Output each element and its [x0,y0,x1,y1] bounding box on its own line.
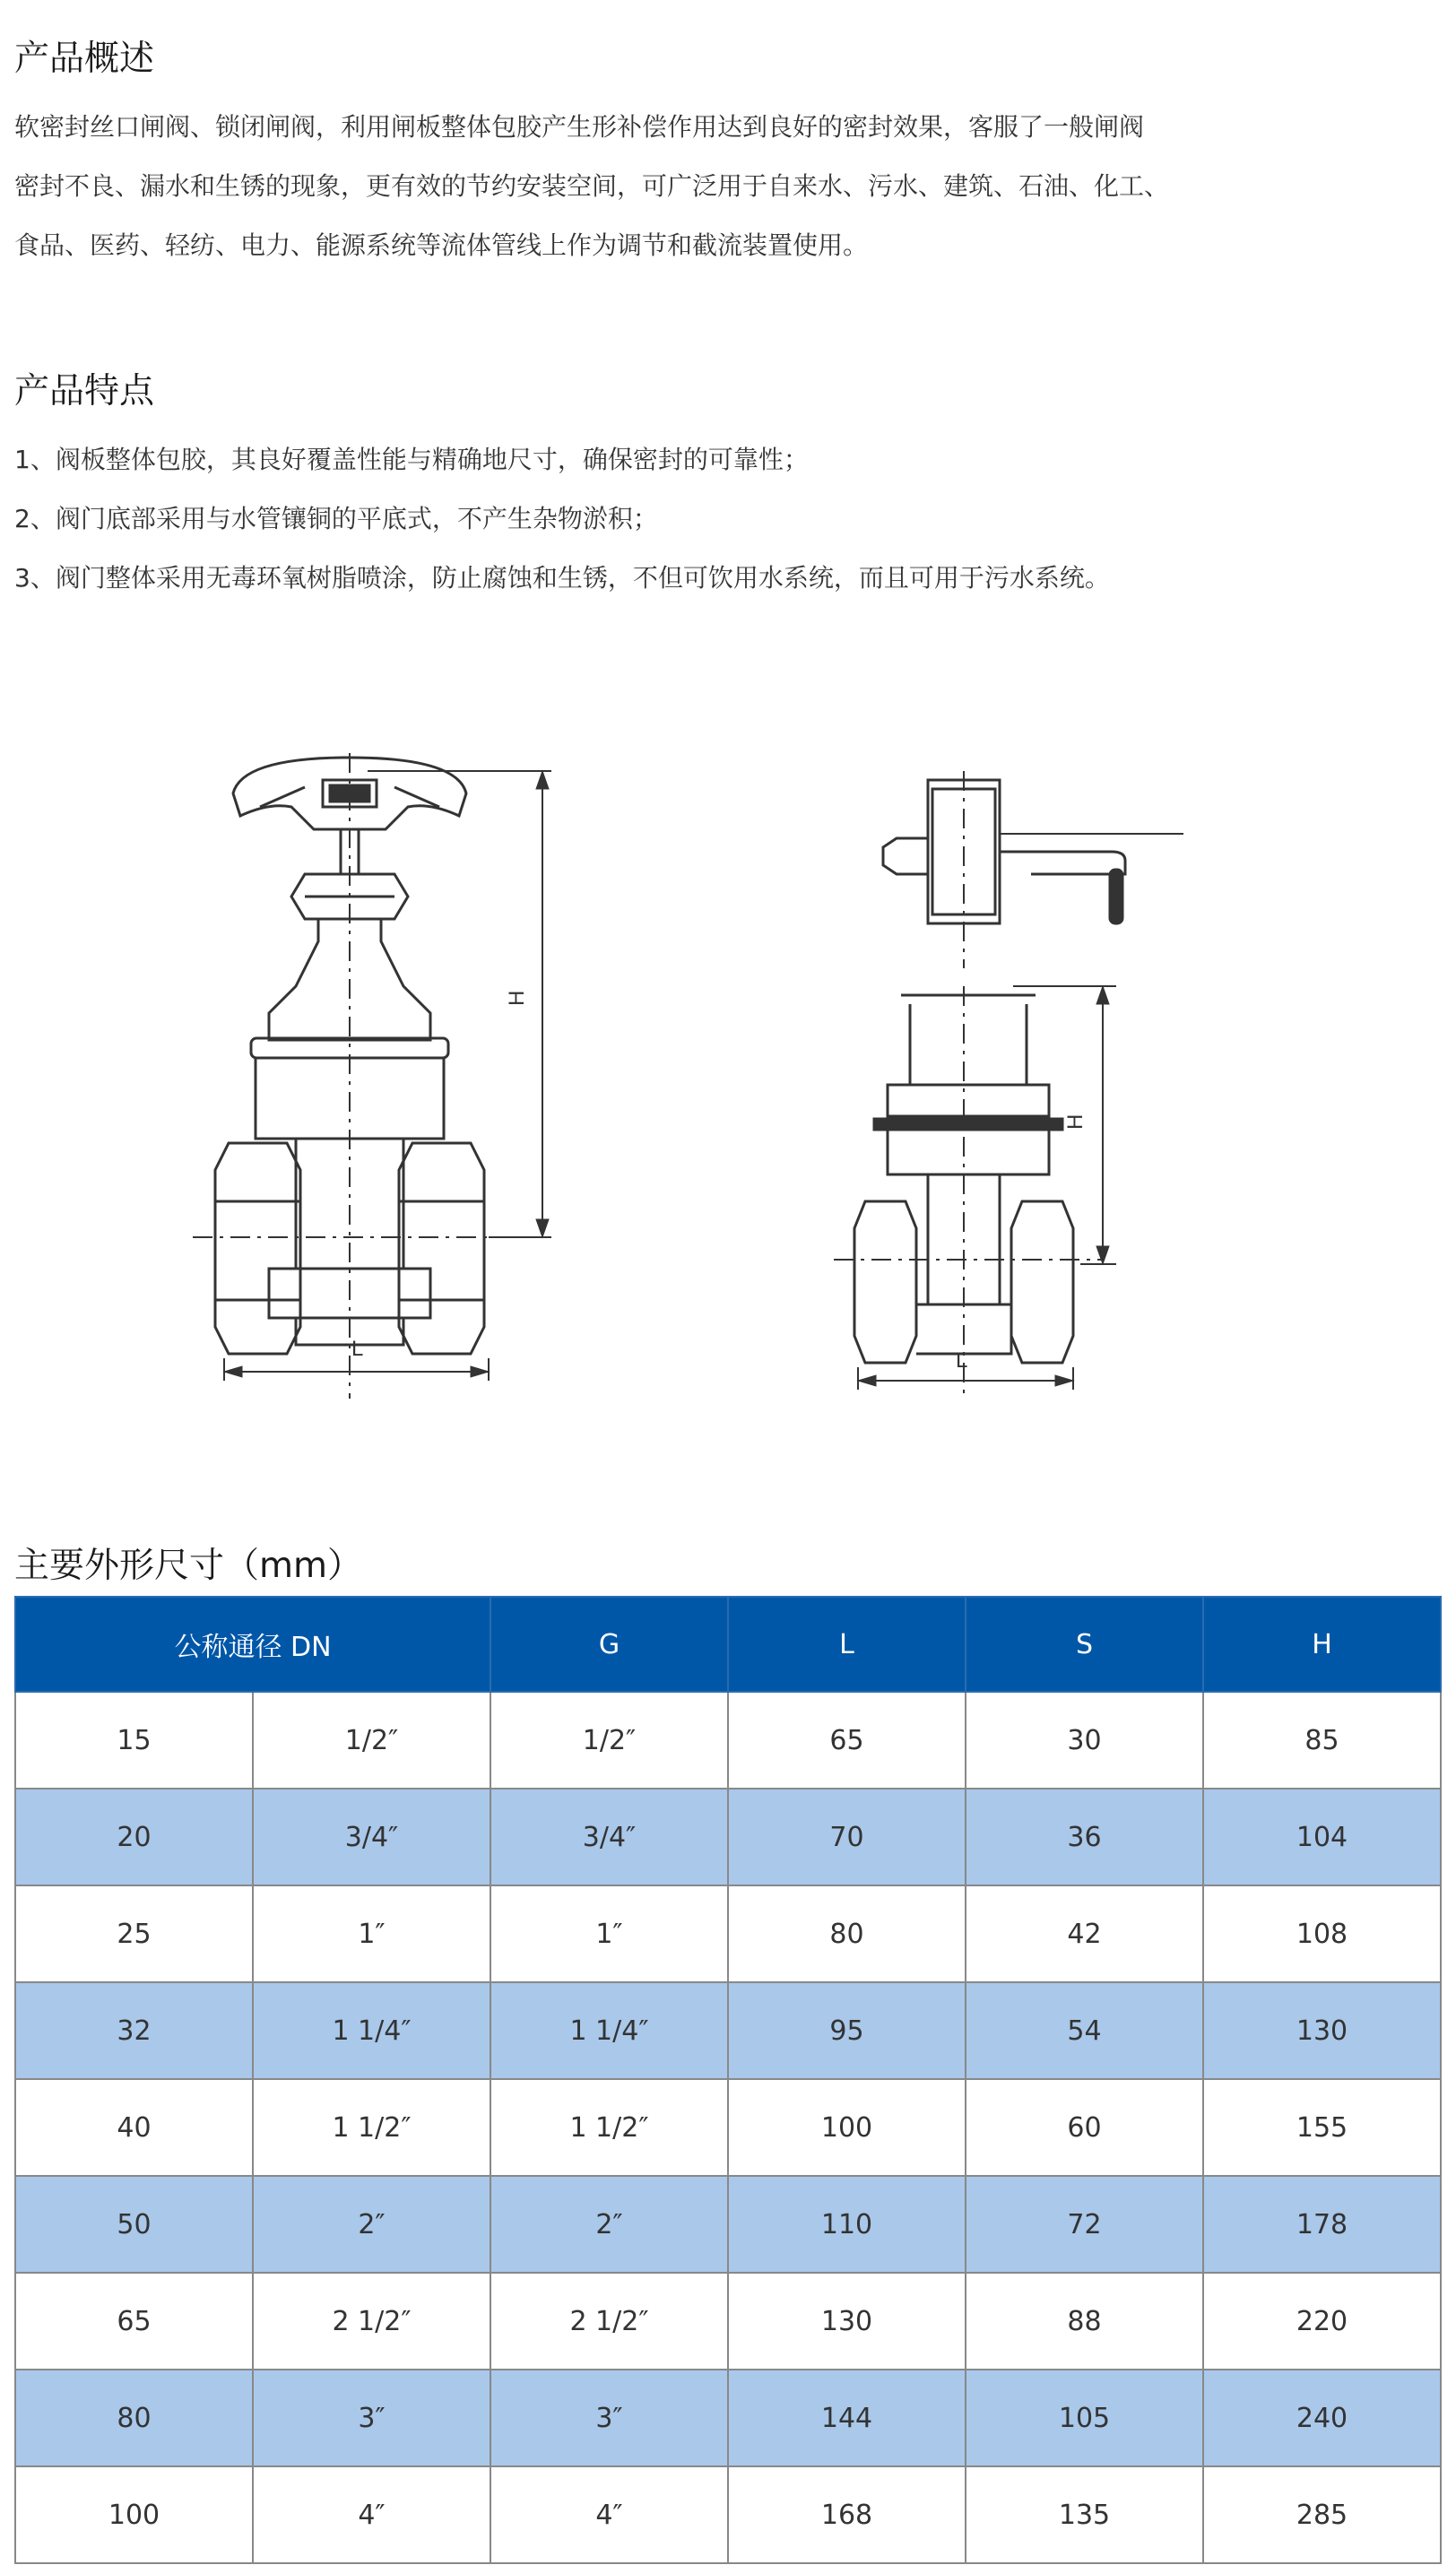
cell-inch: 1 1/2″ [253,2079,490,2176]
header-dn: 公称通径 DN [15,1597,490,1692]
cell-l: 130 [728,2273,966,2370]
cell-h: 155 [1203,2079,1441,2176]
cell-g: 1 1/2″ [490,2079,728,2176]
cell-h: 85 [1203,1692,1441,1789]
valve-technical-drawing [0,717,1456,1399]
cell-g: 4″ [490,2466,728,2563]
cell-h: 240 [1203,2370,1441,2466]
table-row [15,2370,1441,2466]
overview-title: 产品概述 [14,39,155,79]
cell-l: 65 [728,1692,966,1789]
dimensions-title: 主要外形尺寸（mm） [14,1546,362,1586]
table-row [15,2079,1441,2176]
table-row [15,1885,1441,1982]
table-row [15,1789,1441,1885]
cell-g: 1 1/4″ [490,1982,728,2079]
cell-inch: 3/4″ [253,1789,490,1885]
cell-s: 135 [966,2466,1203,2563]
header-h: H [1203,1597,1441,1692]
cell-l: 168 [728,2466,966,2563]
table-row [15,2466,1441,2563]
right-l-dimension-label: L [956,1348,968,1373]
cell-dn: 15 [15,1692,253,1789]
cell-dn: 32 [15,1982,253,2079]
cell-inch: 1 1/4″ [253,1982,490,2079]
cell-g: 3/4″ [490,1789,728,1885]
cell-g: 1/2″ [490,1692,728,1789]
cell-s: 105 [966,2370,1203,2466]
feature-item-2: 2、阀门底部采用与水管镶铜的平底式，不产生杂物淤积； [14,504,658,533]
cell-dn: 100 [15,2466,253,2563]
cell-h: 178 [1203,2176,1441,2273]
cell-inch: 4″ [253,2466,490,2563]
cell-l: 110 [728,2176,966,2273]
features-title: 产品特点 [14,371,155,412]
header-s: S [966,1597,1203,1692]
cell-inch: 2 1/2″ [253,2273,490,2370]
cell-l: 95 [728,1982,966,2079]
cell-g: 2″ [490,2176,728,2273]
cell-dn: 20 [15,1789,253,1885]
header-g: G [490,1597,728,1692]
cell-inch: 1/2″ [253,1692,490,1789]
cell-h: 220 [1203,2273,1441,2370]
right-h-dimension-label: H [1063,1114,1088,1130]
table-row [15,1692,1441,1789]
cell-g: 3″ [490,2370,728,2466]
cell-g: 2 1/2″ [490,2273,728,2370]
cell-h: 285 [1203,2466,1441,2563]
header-l: L [728,1597,966,1692]
feature-item-3: 3、阀门整体采用无毒环氧树脂喷涂，防止腐蚀和生锈，不但可饮用水系统，而且可用于污水系统。 [14,563,1110,593]
cell-inch: 1″ [253,1885,490,1982]
cell-inch: 2″ [253,2176,490,2273]
cell-l: 144 [728,2370,966,2466]
cell-inch: 3″ [253,2370,490,2466]
cell-s: 60 [966,2079,1203,2176]
cell-s: 36 [966,1789,1203,1885]
table-row [15,2176,1441,2273]
gate-valve-side-view [834,771,1183,1399]
overview-line-2: 密封不良、漏水和生锈的现象，更有效的节约安装空间，可广泛用于自来水、污水、建筑、石油、化工、 [14,171,1170,201]
gate-valve-front-view [193,753,551,1399]
overview-line-1: 软密封丝口闸阀、锁闭闸阀，利用闸板整体包胶产生形补偿作用达到良好的密封效果，客服了一般闸阀 [14,112,1145,142]
cell-dn: 50 [15,2176,253,2273]
left-l-dimension-label: L [351,1337,364,1361]
table-row [15,1982,1441,2079]
overview-line-3: 食品、医药、轻纺、电力、能源系统等流体管线上作为调节和截流装置使用。 [14,230,869,260]
left-h-dimension-label: H [505,990,529,1006]
feature-item-1: 1、阀板整体包胶，其良好覆盖性能与精确地尺寸，确保密封的可靠性； [14,445,809,474]
cell-s: 54 [966,1982,1203,2079]
cell-dn: 25 [15,1885,253,1982]
cell-h: 108 [1203,1885,1441,1982]
cell-dn: 65 [15,2273,253,2370]
cell-dn: 40 [15,2079,253,2176]
cell-l: 70 [728,1789,966,1885]
cell-s: 72 [966,2176,1203,2273]
cell-dn: 80 [15,2370,253,2466]
cell-s: 42 [966,1885,1203,1982]
cell-s: 30 [966,1692,1203,1789]
table-row [15,2273,1441,2370]
cell-l: 80 [728,1885,966,1982]
dimensions-table [14,1596,1442,2564]
table-header-row [15,1597,1441,1692]
cell-g: 1″ [490,1885,728,1982]
cell-h: 130 [1203,1982,1441,2079]
cell-h: 104 [1203,1789,1441,1885]
cell-l: 100 [728,2079,966,2176]
cell-s: 88 [966,2273,1203,2370]
